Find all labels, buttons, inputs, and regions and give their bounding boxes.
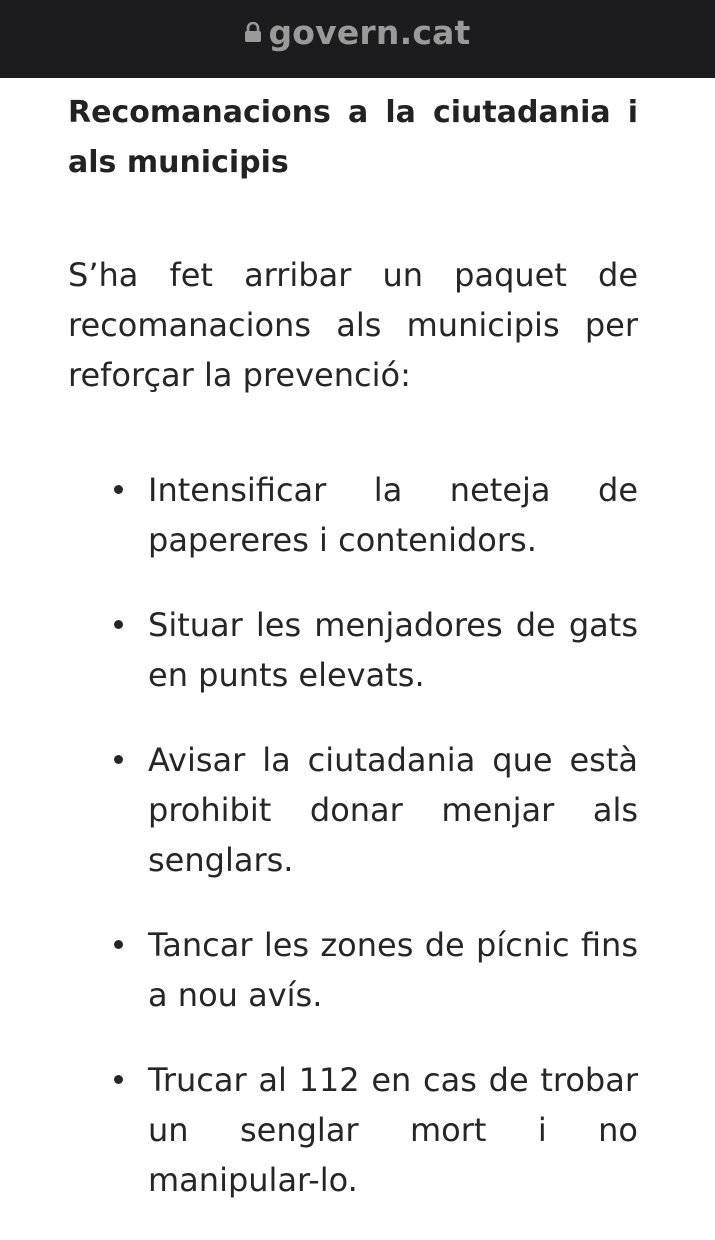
url-display[interactable]: [244, 13, 470, 52]
bullet-icon: [114, 940, 123, 949]
list-item: [68, 735, 638, 885]
list-item: [68, 1055, 638, 1205]
list-item-text: Avisar la ciutadania que està prohibit donar menjar als senglars.: [148, 741, 638, 879]
url-text: govern.cat: [268, 12, 471, 52]
recommendations-list: [68, 465, 638, 1205]
bullet-icon: [114, 620, 123, 629]
article-content: [68, 78, 638, 1240]
bullet-icon: [114, 1075, 123, 1084]
intro-paragraph: S’ha fet arribar un paquet de recomanacions als municipis per reforçar la prevenció:: [68, 256, 638, 394]
list-item-text: Situar les menjadores de gats en punts elevats.: [148, 606, 638, 694]
bullet-icon: [114, 755, 123, 764]
list-item: [68, 600, 638, 700]
list-item-text: Trucar al 112 en cas de trobar un senglar mort i no manipular-lo.: [148, 1061, 638, 1199]
browser-address-bar[interactable]: [0, 0, 715, 78]
list-item: [68, 920, 638, 1020]
list-item-text: Intensificar la neteja de papereres i contenidors.: [148, 471, 638, 559]
lock-icon: [244, 22, 262, 42]
section-heading: Recomanacions a la ciutadania i als municipis: [68, 95, 638, 180]
list-item: [68, 465, 638, 565]
list-item-text: Tancar les zones de pícnic fins a nou avís.: [148, 926, 638, 1014]
bullet-icon: [114, 485, 123, 494]
